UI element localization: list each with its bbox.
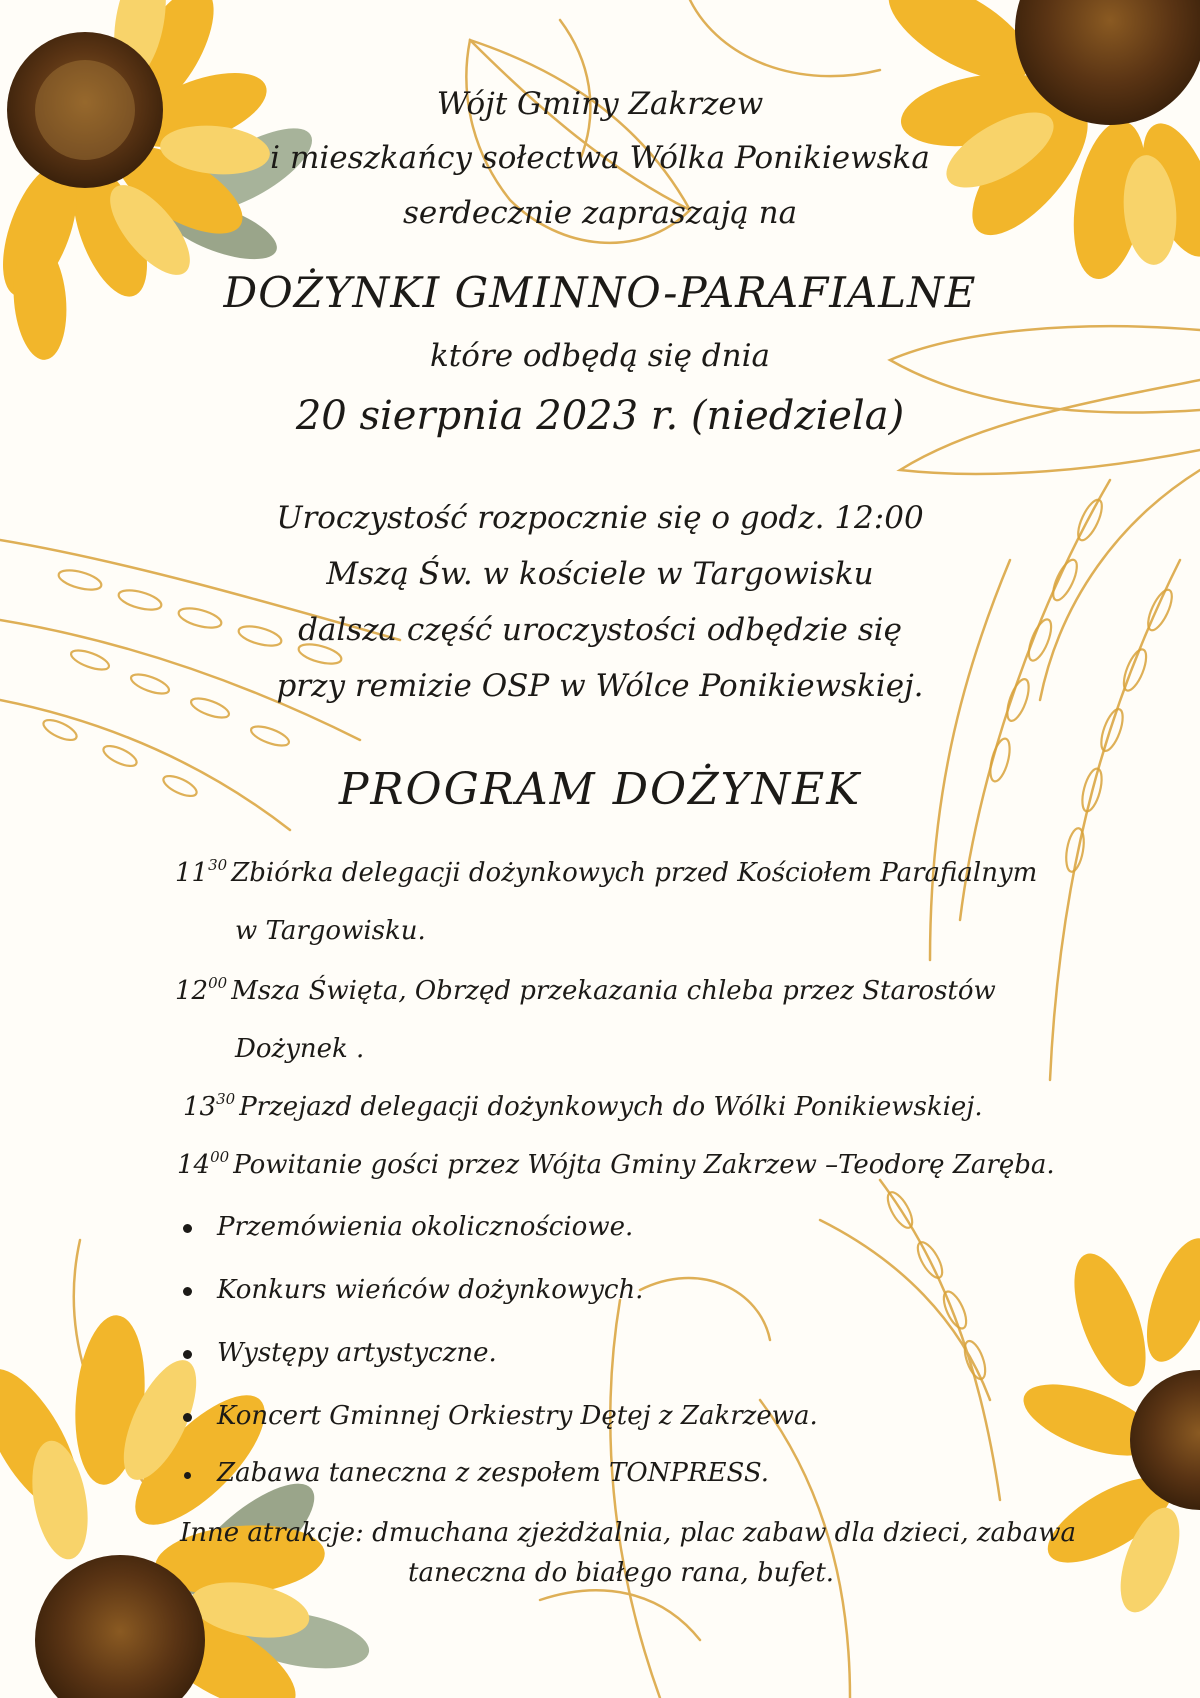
program-item-1-text: Zbiórka delegacji dożynkowych przed Kościołem Parafialnym <box>231 858 1038 888</box>
program-item-2-continuation: Dożynek . <box>235 1034 365 1064</box>
bullet-dot <box>183 1413 192 1422</box>
bullet-dot <box>183 1287 192 1296</box>
program-item-3-minutes: 30 <box>216 1090 236 1108</box>
event-title: DOŻYNKI GMINNO-PARAFIALNE <box>223 268 977 317</box>
program-item-1-minutes: 30 <box>208 856 228 874</box>
bullet-item-3: Występy artystyczne. <box>217 1338 497 1368</box>
program-item-4-text: Powitanie gości przez Wójta Gminy Zakrzew –Teodorę Zaręba. <box>233 1150 1055 1180</box>
bullet-dot <box>183 1350 192 1359</box>
program-item-4-hour: 14 <box>177 1150 211 1180</box>
program-item-4-minutes: 00 <box>210 1148 230 1166</box>
bullet-item-2: Konkurs wieńców dożynkowych. <box>217 1275 644 1305</box>
program-item-2-text: Msza Święta, Obrzęd przekazania chleba przez Starostów <box>231 976 996 1006</box>
bullet-dot <box>184 1472 191 1479</box>
other-attractions-line-2: taneczna do białego rana, bufet. <box>408 1558 835 1588</box>
bullet-item-1: Przemówienia okolicznościowe. <box>217 1212 634 1242</box>
program-item-3-hour: 13 <box>183 1092 217 1122</box>
other-attractions-line-1: Inne atrakcje: dmuchana zjeżdżalnia, plac zabaw dla dzieci, zabawa <box>180 1518 1076 1548</box>
program-item-2-minutes: 00 <box>208 974 228 992</box>
event-subtitle: które odbędą się dnia <box>429 338 771 374</box>
program-item-3-text: Przejazd delegacji dożynkowych do Wólki Ponikiewskiej. <box>239 1092 983 1122</box>
program-item-1 <box>175 858 1037 888</box>
program-item-2-hour: 12 <box>175 976 209 1006</box>
bullet-dot <box>183 1224 192 1233</box>
event-date: 20 sierpnia 2023 r. (niedziela) <box>295 393 905 439</box>
ceremony-line-4: przy remizie OSP w Wólce Ponikiewskiej. <box>276 668 924 704</box>
program-item-1-hour: 11 <box>175 858 209 888</box>
ceremony-line-1: Uroczystość rozpocznie się o godz. 12:00 <box>276 500 924 536</box>
program-title: PROGRAM DOŻYNEK <box>338 764 862 815</box>
header-line-1: Wójt Gminy Zakrzew <box>436 86 764 122</box>
header-line-2: i mieszkańcy sołectwa Wólka Ponikiewska <box>270 140 930 176</box>
bullet-item-5: Zabawa taneczna z zespołem TONPRESS. <box>217 1458 769 1488</box>
ceremony-line-3: dalsza część uroczystości odbędzie się <box>298 612 902 648</box>
program-item-4 <box>177 1150 1055 1180</box>
program-item-3 <box>183 1092 983 1122</box>
header-line-3: serdecznie zapraszają na <box>402 195 798 231</box>
program-item-1-continuation: w Targowisku. <box>235 916 426 946</box>
ceremony-line-2: Mszą Św. w kościele w Targowisku <box>326 556 874 592</box>
bullet-item-4: Koncert Gminnej Orkiestry Dętej z Zakrzewa. <box>217 1401 818 1431</box>
program-item-2 <box>175 976 996 1006</box>
